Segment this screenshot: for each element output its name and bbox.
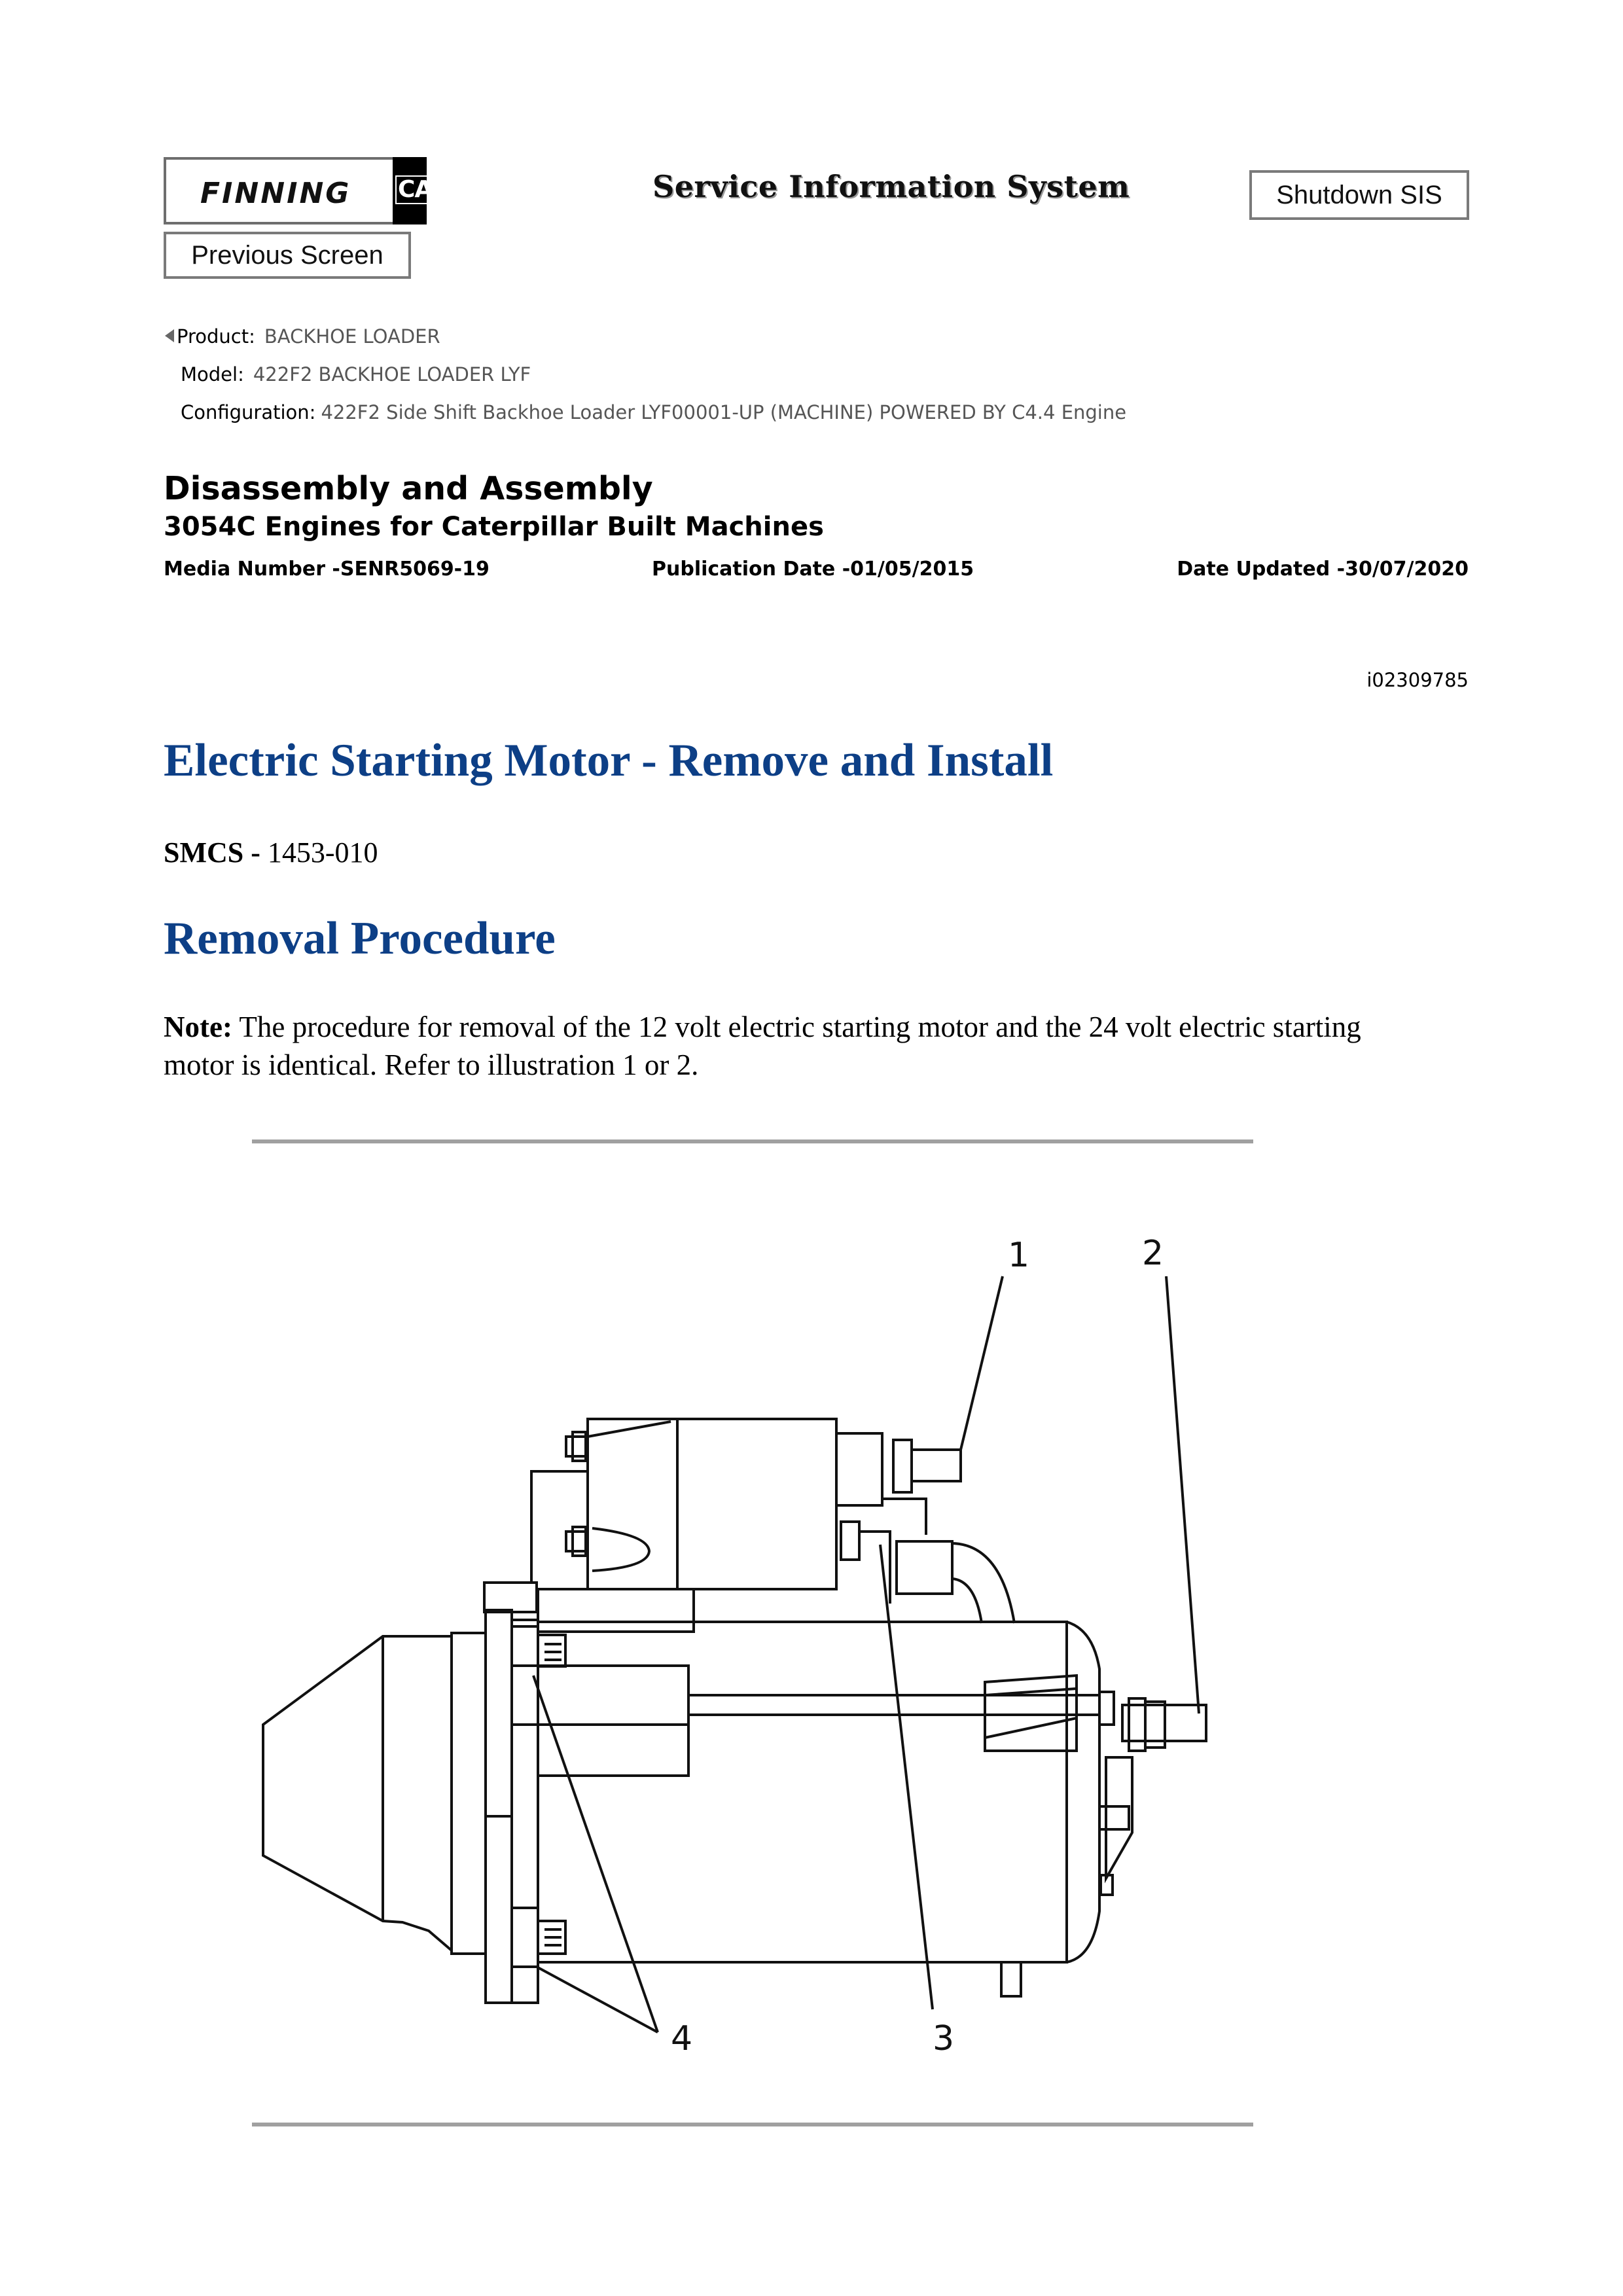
document-subtitle: 3054C Engines for Caterpillar Built Machines (164, 512, 824, 542)
publication-date: Publication Date -01/05/2015 (652, 558, 974, 581)
callout-1: 1 (1008, 1236, 1030, 1275)
finning-cat-logo (164, 157, 446, 224)
configuration-label: Configuration: (181, 401, 316, 423)
leader-line-3 (880, 1545, 933, 2009)
page-heading: Electric Starting Motor - Remove and Install (164, 735, 1054, 786)
date-updated: Date Updated -30/07/2020 (1177, 558, 1469, 581)
mounting-bolt-upper (512, 1626, 538, 1666)
leader-line-1 (961, 1276, 1003, 1450)
figure-bottom-rule (252, 2123, 1253, 2126)
note-label: Note: (164, 1011, 232, 1043)
section-heading: Removal Procedure (164, 913, 556, 964)
previous-screen-button[interactable]: Previous Screen (164, 232, 411, 279)
system-title: Service Information System (652, 169, 1130, 204)
nose-housing (452, 1633, 486, 1954)
back-arrow-icon[interactable] (165, 329, 174, 342)
finning-logo-text: FINNING (200, 177, 351, 210)
product-line (165, 325, 440, 348)
model-value: 422F2 BACKHOE LOADER LYF (253, 363, 531, 386)
leader-line-4a (533, 1676, 658, 2032)
nose-cone (263, 1636, 452, 1950)
model-line (181, 363, 531, 386)
callout-4: 4 (671, 2019, 693, 2058)
leader-line-2 (1166, 1276, 1199, 1713)
cat-logo-text: CAT (395, 175, 448, 204)
smcs-value: 1453-010 (267, 836, 378, 869)
mounting-flange (486, 1610, 512, 2003)
callout-2: 2 (1142, 1234, 1164, 1273)
mounting-bolt-lower (512, 1908, 538, 1967)
product-label: Product: (177, 325, 255, 348)
document-title: Disassembly and Assembly (164, 470, 653, 507)
callout-3: 3 (933, 2019, 955, 2058)
model-label: Model: (181, 363, 244, 386)
document-id: i02309785 (1366, 669, 1469, 691)
motor-body (538, 1622, 1067, 1962)
shutdown-sis-button[interactable]: Shutdown SIS (1249, 170, 1469, 220)
note-paragraph (164, 1008, 1407, 1084)
smcs-code (164, 836, 378, 869)
solenoid-body (588, 1419, 836, 1589)
terminal-1 (912, 1450, 961, 1481)
starter-motor-illustration (242, 1113, 1263, 2160)
media-number: Media Number -SENR5069-19 (164, 558, 490, 581)
note-text: The procedure for removal of the 12 volt electric starting motor and the 24 volt electric starting motor is identical. Refer to illustration 1 or 2. (164, 1011, 1361, 1081)
product-value: BACKHOE LOADER (264, 325, 440, 348)
smcs-label: SMCS - (164, 836, 268, 869)
configuration-value: 422F2 Side Shift Backhoe Loader LYF00001-UP (MACHINE) POWERED BY C4.4 Engine (321, 401, 1127, 423)
configuration-line (181, 401, 1126, 423)
cat-logo (393, 157, 446, 224)
